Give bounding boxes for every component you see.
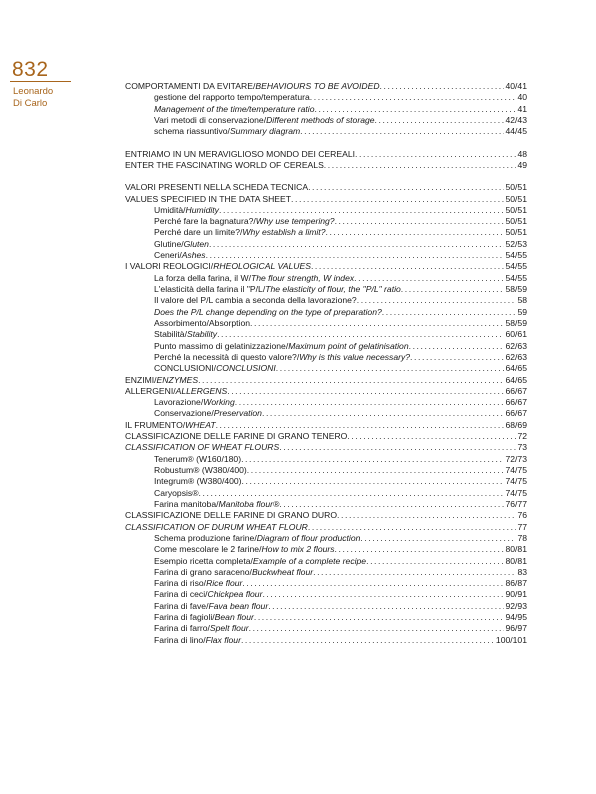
- toc-subentry[interactable]: [125, 273, 527, 284]
- toc-entry-title: [154, 205, 219, 216]
- toc-entry-title: [154, 352, 410, 363]
- toc-entry-title: [154, 92, 310, 103]
- toc-leader-dots: [325, 227, 504, 238]
- toc-page-number: 76: [517, 510, 527, 521]
- toc-leader-dots: [276, 363, 505, 374]
- toc-entry-title: [125, 442, 279, 453]
- toc-entry-title: [154, 567, 313, 578]
- toc-entry-title-english: The flour strength, W index: [250, 272, 355, 283]
- toc-page-number: 54/55: [505, 272, 527, 283]
- toc-entry-title-english: CLASSIFICATION OF DURUM WHEAT FLOUR: [125, 521, 308, 532]
- toc-page-number: 48: [517, 148, 527, 159]
- toc-entry-title: [154, 341, 409, 352]
- toc-entry-title-english: Working: [203, 397, 235, 408]
- toc-entry-title-english: RHEOLOGICAL VALUES: [213, 261, 311, 272]
- toc-entry-title-english: ALLERGENS: [175, 385, 228, 396]
- toc-leader-dots: [262, 408, 505, 419]
- toc-subentry[interactable]: [125, 227, 527, 238]
- toc-entry-title-italian: I VALORI REOLOGICI/: [125, 261, 214, 272]
- toc-subentry[interactable]: [125, 589, 527, 600]
- toc-leader-dots: [242, 476, 505, 487]
- toc-subentry[interactable]: [125, 216, 527, 227]
- toc-leader-dots: [315, 104, 517, 115]
- toc-entry-title: [154, 307, 382, 318]
- toc-entry-title-english: Buckwheat flour: [251, 566, 314, 577]
- toc-leader-dots: [217, 329, 504, 340]
- toc-subentry[interactable]: [125, 329, 527, 340]
- toc-entry-title-italian: L'elasticità della farina il "P/L/: [154, 284, 266, 294]
- toc-entry-title-italian: Esempio ricetta completa/: [154, 555, 253, 566]
- toc-entry-title-italian: Schema produzione farine/: [154, 532, 257, 543]
- toc-entry[interactable]: [125, 149, 527, 160]
- toc-entry-title: [125, 194, 291, 205]
- toc-leader-dots: [219, 205, 505, 216]
- toc-entry-title-italian: Umidità/: [154, 204, 186, 215]
- toc-page-number: 50/51: [505, 204, 527, 215]
- toc-page-number: 59: [517, 306, 527, 317]
- toc-page-number: 86/87: [505, 578, 527, 589]
- toc-entry[interactable]: [125, 160, 527, 171]
- toc-entry-title: [125, 386, 227, 397]
- toc-entry-title-italian: gestione del rapporto tempo/temperatura: [154, 92, 310, 103]
- toc-entry-title: [125, 510, 337, 521]
- toc-entry-title-english: The elasticity of flour, the "P/L" ratio: [265, 284, 401, 294]
- toc-page-number: 74/75: [505, 465, 527, 475]
- toc-page-number: 64/65: [505, 363, 527, 374]
- toc-entry[interactable]: [125, 431, 527, 442]
- toc-entry[interactable]: [125, 261, 527, 272]
- toc-entry-title-english: How to mix 2 flours: [261, 544, 335, 555]
- toc-leader-dots: [279, 442, 516, 453]
- toc-entry-title: [125, 375, 198, 386]
- toc-page-number: 50/51: [505, 182, 527, 193]
- toc-leader-dots: [254, 612, 505, 623]
- toc-subentry[interactable]: [125, 499, 527, 510]
- toc-entry-title: [154, 623, 249, 634]
- toc-page-number: 94/95: [505, 612, 527, 623]
- toc-entry-title-italian: Farina di riso/: [154, 578, 207, 589]
- header-rule: [10, 81, 71, 82]
- toc-entry-title-english: Fava bean flour: [208, 600, 269, 611]
- toc-page-number: 54/55: [505, 261, 527, 272]
- toc-entry-title: [154, 556, 366, 567]
- toc-leader-dots: [268, 601, 504, 612]
- toc-page-number: 66/67: [505, 385, 527, 396]
- toc-page-number: 44/45: [505, 126, 527, 137]
- toc-leader-dots: [375, 115, 505, 126]
- toc-leader-dots: [291, 194, 504, 205]
- toc-entry-title-english: Why use tempering?: [255, 216, 335, 227]
- toc-leader-dots: [308, 182, 504, 193]
- toc-entry-title-english: Management of the time/temperature ratio: [154, 103, 315, 114]
- toc-entry-title: [154, 408, 262, 419]
- toc-entry-title: [154, 273, 354, 284]
- toc-page-number: 54/55: [505, 250, 527, 261]
- toc-entry[interactable]: [125, 194, 527, 205]
- toc-page-number: 66/67: [505, 397, 527, 408]
- toc-page-number: 58/59: [505, 317, 527, 328]
- toc-leader-dots: [335, 216, 505, 227]
- toc-page-number: 68/69: [505, 419, 527, 430]
- table-of-contents: [125, 81, 527, 646]
- toc-entry-title-italian: Farina di fave/: [154, 600, 209, 611]
- toc-entry-title: [125, 149, 355, 160]
- toc-leader-dots: [311, 261, 505, 272]
- toc-entry-title-italian: VALUES SPECIFIED IN THE DATA SHEET: [125, 193, 292, 204]
- toc-subentry[interactable]: [125, 612, 527, 623]
- toc-entry-title-italian: Tenerum® (W160/180): [154, 453, 242, 464]
- toc-entry-title-italian: Integrum® (W380/400): [154, 476, 242, 487]
- toc-entry-title-italian: CLASSIFICAZIONE DELLE FARINE DI GRANO TENERO: [125, 431, 348, 442]
- toc-page-number: 74/75: [505, 487, 527, 498]
- toc-entry-title: [154, 284, 401, 295]
- toc-entry[interactable]: [125, 420, 527, 431]
- toc-entry-title-english: Spelt flour: [209, 623, 249, 634]
- toc-entry-title-english: ENZYMES: [156, 374, 199, 385]
- toc-entry-title: [154, 397, 235, 408]
- toc-page-number: 49: [517, 159, 527, 170]
- toc-page-number: 76/77: [505, 498, 527, 509]
- toc-entry-title: [154, 578, 242, 589]
- toc-entry-title-italian: Il valore del P/L cambia a seconda della lavorazione?: [154, 295, 357, 306]
- toc-page-number: 52/53: [505, 238, 527, 249]
- toc-leader-dots: [360, 533, 516, 544]
- toc-subentry[interactable]: [125, 476, 527, 487]
- toc-entry-title-italian: Farina di lino/: [154, 634, 206, 645]
- toc-leader-dots: [366, 556, 504, 567]
- toc-entry-title: [154, 126, 300, 137]
- toc-entry-title: [125, 81, 380, 92]
- toc-entry-title: [154, 250, 206, 261]
- toc-entry-title-italian: Farina di farro/: [154, 623, 210, 634]
- toc-page-number: 62/63: [505, 351, 527, 362]
- toc-entry-title-italian: COMPORTAMENTI DA EVITARE/: [125, 81, 256, 91]
- toc-entry-title-italian: Vari metodi di conservazione/: [154, 114, 267, 125]
- toc-entry-title: [154, 635, 241, 646]
- toc-page-number: 80/81: [505, 555, 527, 566]
- toc-leader-dots: [347, 431, 516, 442]
- toc-subentry[interactable]: [125, 567, 527, 578]
- toc-entry-title-english: Ashes: [181, 250, 206, 261]
- toc-page-number: 80/81: [505, 544, 527, 555]
- toc-page-number: 58/59: [505, 284, 527, 294]
- author-first-name: Leonardo: [13, 86, 54, 97]
- toc-subentry[interactable]: [125, 623, 527, 634]
- toc-entry-title-italian: Farina manitoba/: [154, 498, 219, 509]
- toc-page-number: 50/51: [505, 227, 527, 238]
- toc-leader-dots: [357, 295, 517, 306]
- toc-subentry[interactable]: [125, 488, 527, 499]
- toc-entry-title-italian: Farina di ceci/: [154, 589, 208, 600]
- toc-entry-title: [154, 488, 199, 499]
- toc-subentry[interactable]: [125, 92, 527, 103]
- toc-entry-title: [154, 104, 315, 115]
- toc-leader-dots: [401, 284, 505, 295]
- toc-leader-dots: [310, 92, 517, 103]
- toc-entry-title-italian: schema riassuntivo/: [154, 126, 230, 137]
- toc-subentry[interactable]: [125, 341, 527, 352]
- toc-subentry[interactable]: [125, 284, 527, 295]
- toc-leader-dots: [199, 488, 505, 499]
- toc-leader-dots: [410, 352, 504, 363]
- toc-entry-title-english: CONCLUSIONI: [216, 363, 276, 374]
- toc-entry[interactable]: [125, 81, 527, 92]
- toc-page-number: 72: [517, 431, 527, 442]
- toc-entry-title-english: Diagram of flour production: [256, 532, 361, 543]
- toc-entry-title-italian: ENTRIAMO IN UN MERAVIGLIOSO MONDO DEI CEREALI: [125, 148, 355, 159]
- toc-entry[interactable]: [125, 386, 527, 397]
- toc-entry-title-italian: Glutine/: [154, 238, 184, 249]
- toc-entry-title: [154, 295, 357, 306]
- toc-entry-title-italian: Conservazione/: [154, 408, 214, 419]
- toc-leader-dots: [198, 375, 504, 386]
- toc-entry-title-italian: Perché fare la bagnatura?/: [154, 216, 256, 227]
- toc-section-gap: [125, 138, 527, 149]
- toc-subentry[interactable]: [125, 465, 527, 476]
- toc-leader-dots: [262, 589, 504, 600]
- toc-entry-title: [154, 544, 335, 555]
- toc-entry[interactable]: [125, 182, 527, 193]
- toc-entry-title-english: Example of a complete recipe: [252, 555, 367, 566]
- toc-entry-title: [125, 160, 324, 171]
- toc-page-number: 92/93: [505, 600, 527, 611]
- toc-entry-title-italian: Punto massimo di gelatinizzazione/: [154, 340, 289, 351]
- toc-leader-dots: [355, 149, 516, 160]
- toc-page-number: 83: [517, 566, 527, 577]
- toc-entry-title-english: Different methods of storage: [266, 114, 375, 125]
- toc-entry-title-english: Stability: [186, 329, 218, 340]
- toc-leader-dots: [313, 567, 516, 578]
- toc-entry-title: [154, 476, 242, 487]
- toc-entry-title-english: Humidity: [185, 204, 219, 215]
- toc-leader-dots: [300, 126, 504, 137]
- toc-subentry[interactable]: [125, 250, 527, 261]
- toc-page-number: 96/97: [505, 623, 527, 634]
- toc-entry-title: [154, 499, 279, 510]
- toc-subentry[interactable]: [125, 307, 527, 318]
- toc-page-number: 58: [517, 295, 527, 306]
- toc-leader-dots: [335, 544, 505, 555]
- toc-subentry[interactable]: [125, 533, 527, 544]
- toc-subentry[interactable]: [125, 352, 527, 363]
- toc-leader-dots: [241, 454, 504, 465]
- toc-entry-title: [154, 465, 247, 476]
- toc-page-number: 40/41: [505, 81, 527, 91]
- toc-leader-dots: [206, 250, 505, 261]
- toc-entry-title-italian: ENZIMI/: [125, 374, 157, 385]
- toc-entry-title: [154, 115, 375, 126]
- toc-entry-title: [154, 227, 325, 238]
- toc-entry-title-english: Maximum point of gelatinisation: [288, 340, 409, 351]
- toc-leader-dots: [380, 81, 505, 92]
- toc-entry-title-italian: Come mescolare le 2 farine/: [154, 544, 262, 555]
- toc-page-number: 90/91: [505, 589, 527, 600]
- toc-subentry[interactable]: [125, 295, 527, 306]
- toc-leader-dots: [250, 318, 504, 329]
- toc-entry-title: [125, 420, 216, 431]
- toc-entry-title-english: Does the P/L change depending on the type of preparation?: [154, 306, 382, 317]
- toc-page-number: 50/51: [505, 216, 527, 227]
- toc-entry-title-italian: Lavorazione/: [154, 397, 204, 408]
- toc-entry-title: [154, 601, 268, 612]
- toc-page-number: 60/61: [505, 329, 527, 340]
- toc-entry-title-italian: La forza della farina, il W/: [154, 272, 251, 283]
- toc-entry-title-italian: IL FRUMENTO/: [125, 419, 186, 430]
- toc-entry-title-italian: ALLERGENI/: [125, 385, 176, 396]
- toc-entry-title: [154, 589, 262, 600]
- toc-leader-dots: [242, 578, 504, 589]
- toc-leader-dots: [249, 623, 505, 634]
- toc-entry-title-italian: Assorbimento/Absorption: [154, 317, 251, 328]
- toc-page-number: 72/73: [505, 453, 527, 464]
- toc-subentry[interactable]: [125, 397, 527, 408]
- toc-entry-title-english: BEHAVIOURS TO BE AVOIDED: [255, 81, 380, 91]
- toc-entry-title-english: Why is this value necessary?: [299, 351, 411, 362]
- toc-page-number: 77: [517, 521, 527, 532]
- toc-page-number: 74/75: [505, 476, 527, 487]
- toc-subentry[interactable]: [125, 601, 527, 612]
- toc-entry-title: [125, 182, 308, 193]
- toc-entry-title-italian: Farina di grano saraceno/: [154, 566, 252, 577]
- toc-entry-title-italian: CONCLUSIONI/: [154, 363, 217, 374]
- toc-entry-title: [125, 522, 308, 533]
- toc-subentry[interactable]: [125, 454, 527, 465]
- toc-subentry[interactable]: [125, 239, 527, 250]
- toc-entry-title-italian: VALORI PRESENTI NELLA SCHEDA TECNICA: [125, 182, 309, 193]
- toc-page-number: 73: [517, 442, 527, 453]
- toc-entry-title: [154, 363, 276, 374]
- toc-subentry[interactable]: [125, 363, 527, 374]
- toc-entry-title-italian: Ceneri/: [154, 250, 182, 261]
- toc-entry[interactable]: [125, 375, 527, 386]
- toc-entry-title-italian: ENTER THE FASCINATING WORLD OF CEREALS: [125, 159, 324, 170]
- toc-section-gap: [125, 171, 527, 182]
- toc-page-number: 64/65: [505, 374, 527, 385]
- toc-subentry[interactable]: [125, 318, 527, 329]
- toc-leader-dots: [354, 273, 504, 284]
- page-number: 832: [12, 58, 49, 81]
- toc-subentry[interactable]: [125, 578, 527, 589]
- toc-page-number: 41: [517, 103, 527, 114]
- toc-leader-dots: [227, 386, 504, 397]
- toc-subentry[interactable]: [125, 556, 527, 567]
- toc-entry-title-italian: Perché dare un limite?/: [154, 227, 243, 238]
- toc-entry[interactable]: [125, 442, 527, 453]
- toc-entry-title: [154, 318, 250, 329]
- toc-leader-dots: [409, 341, 505, 352]
- toc-leader-dots: [308, 522, 517, 533]
- toc-subentry[interactable]: [125, 115, 527, 126]
- toc-entry-title-english: Chickpea flour: [207, 589, 263, 600]
- author-last-name: Di Carlo: [13, 98, 48, 109]
- toc-entry-title: [154, 454, 241, 465]
- toc-entry-title: [154, 239, 209, 250]
- toc-subentry[interactable]: [125, 635, 527, 646]
- toc-page-number: 40: [517, 92, 527, 103]
- toc-entry-title: [154, 329, 217, 340]
- toc-entry-title: [154, 612, 254, 623]
- toc-entry-title: [125, 431, 347, 442]
- toc-entry-title-italian: Caryopsis®: [154, 487, 199, 498]
- toc-entry-title-english: CLASSIFICATION OF WHEAT FLOURS: [125, 442, 280, 453]
- toc-leader-dots: [216, 420, 505, 431]
- toc-entry-title-italian: Perché la necessità di questo valore?/: [154, 351, 300, 362]
- toc-leader-dots: [235, 397, 505, 408]
- toc-leader-dots: [209, 239, 505, 250]
- toc-entry-title-english: Summary diagram: [229, 126, 301, 137]
- toc-leader-dots: [337, 510, 516, 521]
- toc-entry[interactable]: [125, 522, 527, 533]
- toc-entry-title-italian: Robustum® (W380/400): [154, 465, 247, 475]
- toc-entry-title-english: Gluten: [183, 238, 209, 249]
- toc-entry[interactable]: [125, 510, 527, 521]
- toc-subentry[interactable]: [125, 408, 527, 419]
- toc-page-number: 66/67: [505, 408, 527, 419]
- toc-leader-dots: [241, 635, 495, 646]
- toc-leader-dots: [382, 307, 517, 318]
- author-name: [13, 86, 53, 110]
- toc-entry-title-english: Preservation: [213, 408, 262, 419]
- toc-subentry[interactable]: [125, 104, 527, 115]
- toc-entry-title-italian: Farina di fagioli/: [154, 612, 215, 623]
- toc-entry-title-english: Why establish a limit?: [242, 227, 326, 238]
- toc-page-number: 42/43: [505, 114, 527, 125]
- toc-page-number: 100/101: [495, 634, 527, 645]
- toc-page-number: 50/51: [505, 193, 527, 204]
- toc-entry-title-english: Manitoba flour®: [218, 498, 280, 509]
- toc-entry-title-english: Rice flour: [206, 578, 243, 589]
- toc-leader-dots: [324, 160, 517, 171]
- toc-page-number: 78: [517, 532, 527, 543]
- toc-leader-dots: [247, 465, 505, 476]
- toc-entry-title-italian: Stabilità/: [154, 329, 187, 340]
- toc-entry-title-english: Flax flour: [205, 634, 241, 645]
- toc-subentry[interactable]: [125, 126, 527, 137]
- toc-entry-title: [154, 533, 360, 544]
- toc-entry-title: [125, 261, 311, 272]
- toc-entry-title-english: WHEAT: [185, 419, 216, 430]
- toc-subentry[interactable]: [125, 205, 527, 216]
- toc-entry-title-english: Bean flour: [214, 612, 254, 623]
- toc-leader-dots: [279, 499, 504, 510]
- toc-entry-title: [154, 216, 335, 227]
- toc-page-number: 62/63: [505, 340, 527, 351]
- toc-entry-title-italian: CLASSIFICAZIONE DELLE FARINE DI GRANO DURO: [125, 510, 338, 521]
- toc-subentry[interactable]: [125, 544, 527, 555]
